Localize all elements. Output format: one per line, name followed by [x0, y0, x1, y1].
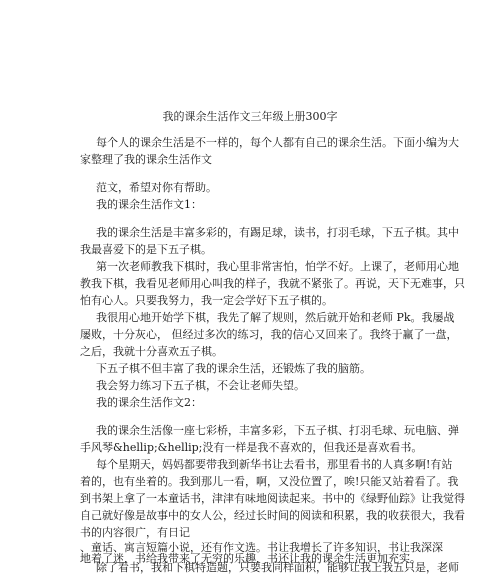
paragraph-line: 我的课余生活像一座七彩桥，丰富多彩，下五子棋、打羽毛球、玩电脑、弹 — [96, 424, 459, 437]
paragraph-line: 自己就好像是故事中的女人公，经过长时间的阅读和积累，我的收获很大，我看 — [80, 509, 465, 522]
paragraph-line: 第一次老师教我下棋时，我心里非常害怕，怕学不好。上课了，老师用心地 — [96, 260, 459, 273]
paragraph-line: 怕有心人。只要我努力，我一定会学好下五子棋的。 — [80, 294, 333, 307]
paragraph-line: 下五子棋不但丰富了我的课余生活，还锻炼了我的脑筋。 — [96, 362, 371, 375]
section-heading: 我的课余生活作文2： — [96, 396, 202, 409]
paragraph-line: 家整理了我的课余生活作文 — [80, 153, 212, 166]
paragraph-line: 每个人的课余生活是不一样的，每个人都有自己的课余生活。下面小编为大 — [96, 136, 459, 149]
paragraph-line: 每个星期天，妈妈都要带我到新华书让去看书，那里看书的人真多啊!有站 — [96, 458, 453, 471]
section-heading: 我的课余生活作文1： — [96, 198, 202, 211]
paragraph-line: 教我下棋，我看见老师用心叫我的样子，我就不紧张了。再说，天下无难事，只 — [80, 277, 465, 290]
paragraph-line: 我会努力练习下五子棋，不会让老师失望。 — [96, 379, 305, 392]
paragraph-line: 之后，我就十分喜欢五子棋。 — [80, 345, 223, 358]
paragraph-line: 屡败，十分灰心， 但经过多次的练习，我的信心又回来了。我终于赢了一盘， — [80, 328, 458, 341]
document-title: 我的课余生活作文三年级上册300字 — [162, 110, 338, 123]
paragraph-line: 书的内容很广，有日记 — [80, 526, 190, 539]
paragraph-line: 我的课余生活是丰富多彩的，有踢足球，读书，打羽毛球，下五子棋。其中 — [96, 226, 459, 239]
paragraph-line: 着的，也有坐着的。我到那儿一看，啊，又没位置了，唉!只能又站着看了。我 — [80, 475, 459, 488]
paragraph-line: 地着了迷，书给我带来了无穷的乐趣，书还让我的课余生活更加充实。 — [80, 552, 421, 565]
paragraph-line: 我最喜爱下的是下五子棋。 — [80, 243, 212, 256]
paragraph-line: 手风琴&hellip;&hellip;没有一样是我不喜欢的，但我还是喜欢看书。 — [80, 441, 423, 454]
paragraph-line: 范文，希望对你有帮助。 — [96, 181, 217, 194]
paragraph-line: 除了看书，我和下棋特造题，只要我同样面积，能够让我上我五只是，老师 — [96, 561, 459, 574]
paragraph-line: 、童话、寓言短篇小说，还有作文选。书让我增长了许多知识，书让我深深 — [80, 541, 443, 554]
paragraph-line: 我很用心地开始学下棋，我先了解了规则，然后就开始和老师 Pk。我屡战 — [96, 311, 455, 324]
paragraph-line: 到书架上拿了一本童话书，津津有味地阅读起来。书中的《绿野仙踪》让我觉得 — [80, 492, 465, 505]
